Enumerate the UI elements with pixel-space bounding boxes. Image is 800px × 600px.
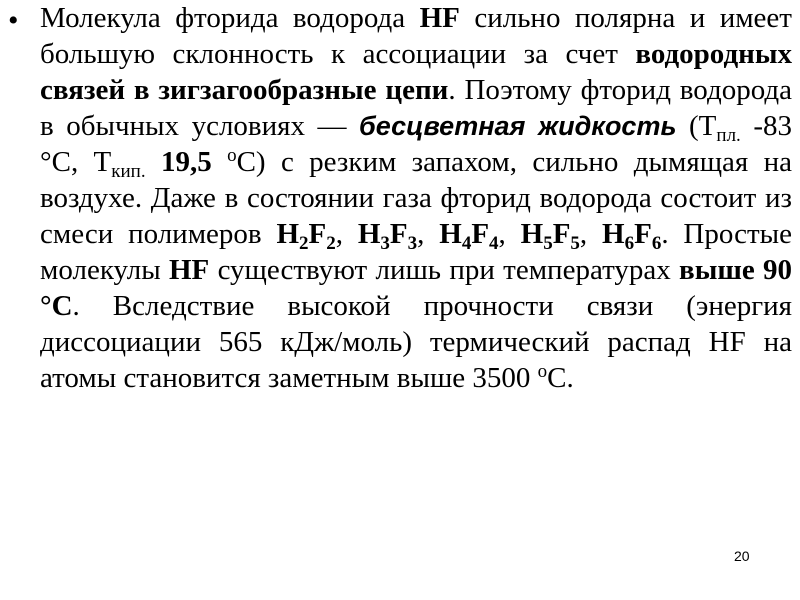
subscript-melting: пл. <box>716 125 741 146</box>
text-run: С. <box>547 362 574 394</box>
page-number: 20 <box>734 548 750 564</box>
subscript-boiling: кип. <box>111 161 146 182</box>
formula-hf: HF <box>168 254 210 286</box>
text-run: С) с резким запахом, сильно дымящая на воздухе. Даже в состоянии газа фторид водорода состоит из смеси полимеров <box>40 146 793 250</box>
text-run: . Вследствие высокой прочности связи (энергия диссоциации 565 кДж/моль) термический распад HF на атомы становится заметным выше 3500 <box>40 290 792 394</box>
formula-h3f3: $H_3F_3$ <box>357 218 418 254</box>
emphasis-hydrogen-bonds: водородных связей в зигзагообразные цепи <box>40 38 792 106</box>
text-run: существуют лишь при температурах <box>209 254 680 286</box>
formula-h4f4: $H_4F_4$ <box>439 218 499 254</box>
text-run: (Т <box>676 110 717 142</box>
boiling-point-value: 19,5 <box>145 146 228 178</box>
degree-superscript: о <box>537 361 548 382</box>
text-run: Молекула фторида водорода <box>40 2 420 34</box>
text-run: . Простые молекулы <box>40 218 792 286</box>
text-run: , <box>335 218 358 250</box>
formula-h6f6: $H_6F_6$ <box>602 218 662 254</box>
text-run: , <box>579 218 603 250</box>
emphasis-above-90: выше 90 °С <box>40 254 792 322</box>
text-run: , <box>417 218 440 250</box>
text-run: , <box>498 218 521 250</box>
formula-hf: HF <box>419 2 460 34</box>
text-run: -83 °С, Т <box>40 110 792 178</box>
degree-superscript: о <box>227 145 237 166</box>
text-run: . Поэтому фторид водорода в обычных условиях — <box>40 74 792 142</box>
text-run: сильно полярна и имеет большую склонность к ассоциации за счет <box>40 2 792 70</box>
formula-h2f2: $H_2F_2$ <box>276 218 336 254</box>
emphasis-colorless-liquid: бесцветная жидкость <box>359 111 677 141</box>
slide-text <box>40 0 792 396</box>
formula-h5f5: $H_5F_5$ <box>520 218 580 254</box>
bullet-marker: • <box>8 4 19 37</box>
